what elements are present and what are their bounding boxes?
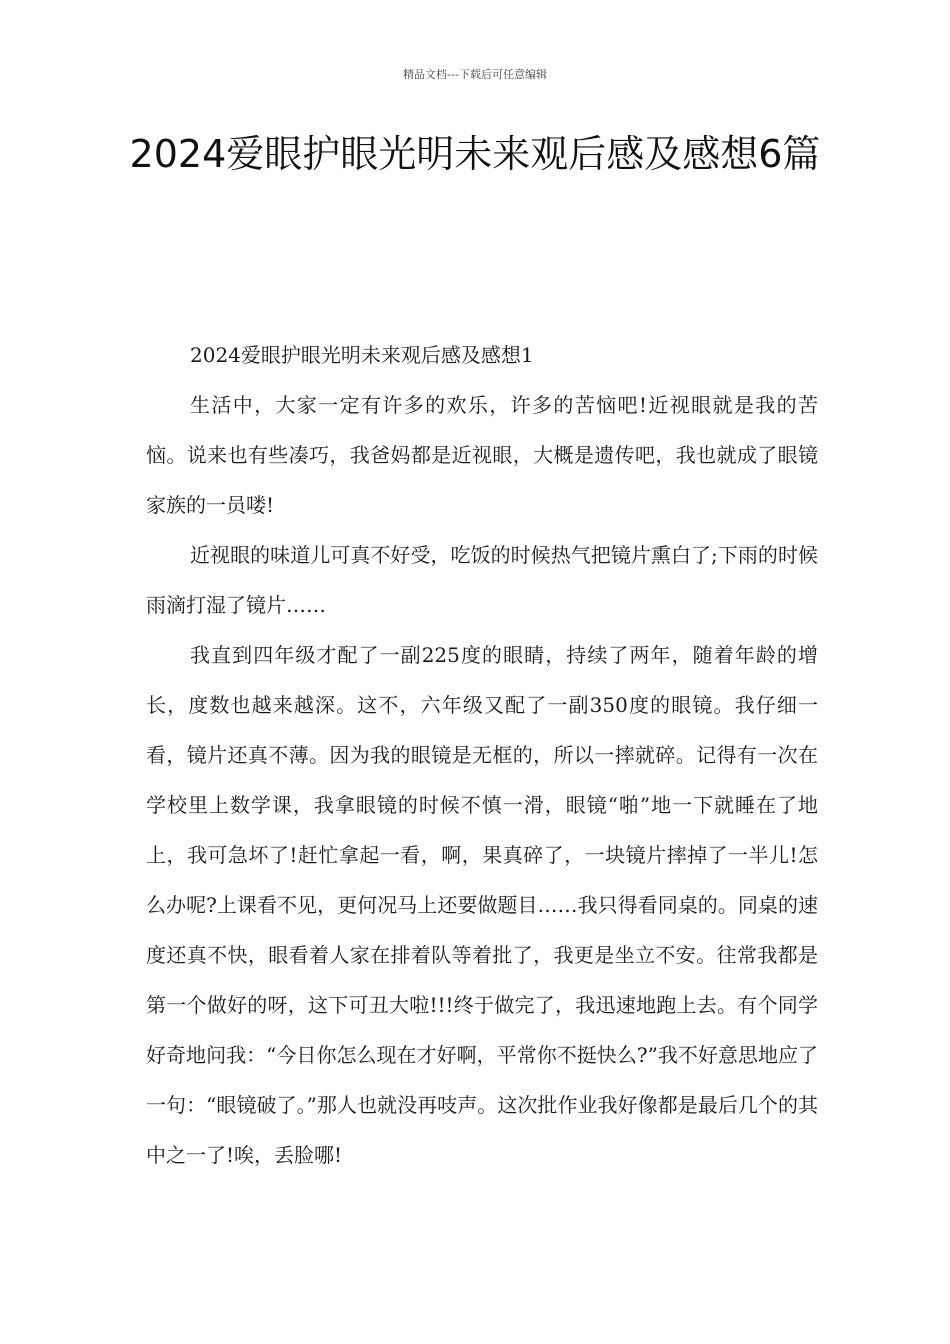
section-heading: 2024爱眼护眼光明未来观后感及感想1 (190, 343, 534, 367)
header-note: 精品文档---下载后可任意编辑 (403, 68, 547, 81)
document-body (146, 330, 818, 1180)
document-title: 2024爱眼护眼光明未来观后感及感想6篇 (129, 132, 821, 176)
paragraph-2: 近视眼的味道儿可真不好受，吃饭的时候热气把镜片熏白了;下雨的时候雨滴打湿了镜片…… (146, 543, 818, 617)
paragraph-3: 我直到四年级才配了一副225度的眼睛，持续了两年，随着年龄的增长，度数也越来越深。这不，六年级又配了一副350度的眼镜。我仔细一看，镜片还真不薄。因为我的眼镜是无框的，所以一摔就碎。记得有一次在学校里上数学课，我拿眼镜的时候不慎一滑，眼镜“啪”地一下就睡在了地上，我可急坏了!赶忙拿起一看，啊，果真碎了，一块镜片摔掉了一半儿!怎么办呢?上课看不见，更何况马上还要做题目……我只得看同桌的。同桌的速度还真不快，眼看着人家在排着队等着批了，我更是坐立不安。往常我都是第一个做好的呀，这下可丑大啦!!!终于做完了，我迅速地跑上去。有个同学好奇地问我：“今日你怎么现在才好啊，平常你不挺快么?”我不好意思地应了一句：“眼镜破了。”那人也就没再吱声。这次批作业我好像都是最后几个的其中之一了!唉，丢脸哪! (146, 643, 818, 1167)
paragraph-1: 生活中，大家一定有许多的欢乐，许多的苦恼吧!近视眼就是我的苦恼。说来也有些凑巧，我爸妈都是近视眼，大概是遗传吧，我也就成了眼镜家族的一员喽! (146, 393, 818, 517)
